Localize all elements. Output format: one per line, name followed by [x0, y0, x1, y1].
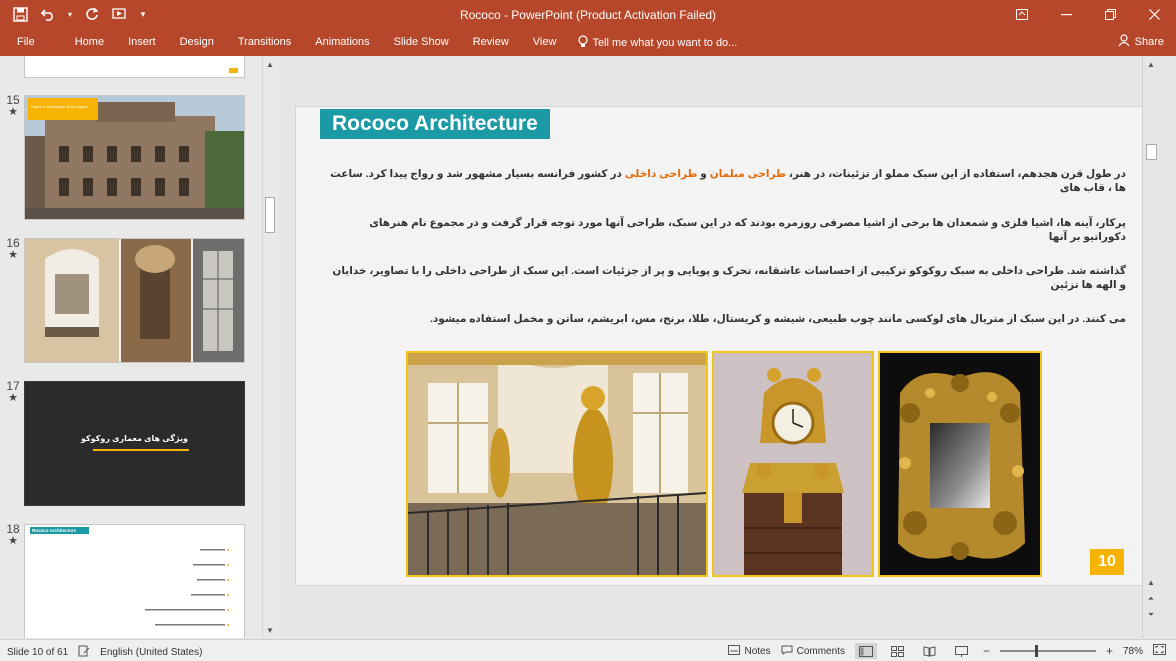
share-label: Share [1134, 36, 1164, 48]
slide-thumbnail-pane[interactable] [0, 56, 278, 638]
window-title: Rococo - PowerPoint (Product Activation Failed) [459, 8, 717, 22]
thumbnail-slide-17[interactable] [24, 381, 245, 506]
title-bar [0, 0, 1176, 29]
thumbnail-slide-16[interactable] [24, 238, 245, 363]
facade-details-image [25, 239, 245, 363]
slide-sorter-icon[interactable] [887, 643, 909, 659]
slide-editor[interactable] [279, 56, 1159, 638]
scroll-down-icon[interactable]: ▼ [266, 626, 274, 635]
tab-transitions[interactable]: Transitions [237, 36, 292, 48]
text-run: در کشور فرانسه بسیار مشهور شد و رواج پیدا کرد. ساعت ها ، قاب های [330, 168, 1126, 194]
clock-image [714, 353, 872, 575]
zoom-out-icon[interactable]: − [982, 644, 990, 658]
previous-slide-icon[interactable]: ⏶ [1147, 594, 1155, 603]
bullet-lines [25, 525, 245, 638]
close-icon[interactable] [1132, 0, 1176, 29]
tab-view[interactable]: View [532, 36, 557, 48]
spelling-check-icon[interactable] [78, 645, 90, 660]
scrollbar-thumb[interactable] [265, 197, 275, 233]
scroll-up-icon[interactable]: ▲ [266, 60, 274, 69]
thumbnail-number: 18 ★ [6, 522, 20, 547]
slide-counter: Slide 10 of 61 [7, 647, 69, 658]
interior-image [408, 353, 706, 575]
thumbnail-section-title: ویژگی های معماری روکوکو [81, 434, 188, 443]
normal-view-icon[interactable] [855, 643, 877, 659]
thumbnail-slide-18[interactable] [24, 524, 245, 638]
ribbon-tabs-bar [0, 29, 1176, 56]
zoom-in-icon[interactable]: + [1105, 644, 1113, 658]
thumbnail-partial[interactable] [24, 56, 245, 78]
scrollbar-thumb[interactable] [1146, 144, 1157, 160]
interior-photo[interactable] [406, 351, 708, 577]
comments-label: Comments [796, 645, 845, 657]
clock-photo[interactable] [712, 351, 874, 577]
scroll-down-icon[interactable]: ▲ [1147, 578, 1155, 587]
zoom-slider[interactable] [1000, 650, 1096, 652]
window-controls [1000, 0, 1176, 29]
body-line-3[interactable]: گذاشته شد. طراحی داخلی به سبک روکوکو ترکیبی از احساسات عاشقانه، تحرک و پویایی و پر از جزئیات است. این سبک از طراحی داخلی را با تصاویر، خدایان و الهه ها تزئین [332, 265, 1126, 291]
thumbnail-slide-15[interactable] [24, 95, 245, 220]
text-run: و [697, 168, 710, 180]
lightbulb-icon [578, 35, 588, 51]
share-button[interactable] [1118, 31, 1164, 53]
thumbnail-number: 17 ★ [6, 379, 20, 404]
palace-image [25, 96, 245, 220]
tab-file[interactable]: File [17, 36, 35, 48]
comments-button[interactable] [781, 645, 845, 658]
zoom-level[interactable]: 78% [1122, 645, 1143, 657]
current-slide[interactable] [295, 106, 1147, 586]
body-line-2[interactable]: پرکار، آینه ها، اشیا فلزی و شمعدان ها برخی از اشیا مصرفی روزمره بودند که در این سبک، طراحی آنها مورد توجه قرار گرفت و در مجموع نام هنرهای دکوراتیو بر آنها [369, 217, 1126, 243]
tell-me-label: Tell me what you want to do... [592, 36, 738, 49]
scroll-up-icon[interactable]: ▲ [1147, 60, 1155, 69]
text-run: در طول قرن هجدهم، استفاده از این سبک مملو از تزئینات، در هنر، [785, 168, 1126, 180]
tab-animations[interactable]: Animations [315, 36, 370, 48]
thumbnail-caption: Palace of the Marquis de Dos Aguas [31, 105, 88, 109]
body-line-1[interactable] [326, 167, 1126, 195]
customize-toolbar-icon[interactable]: ▾ [140, 8, 146, 19]
thumbnail-number: 15 ★ [6, 93, 20, 118]
notes-icon [728, 645, 740, 658]
notes-label: Notes [744, 645, 771, 657]
next-slide-icon[interactable]: ⏷ [1147, 610, 1155, 619]
highlight-furniture: طراحی مبلمان [709, 168, 786, 180]
mirror-photo[interactable] [878, 351, 1042, 577]
thumbnail-title: Rococo Architecture [30, 527, 89, 534]
tab-insert[interactable]: Insert [128, 36, 156, 48]
slide-scrollbar[interactable] [1142, 56, 1159, 638]
slide-title[interactable]: Rococo Architecture [320, 109, 550, 139]
status-bar [0, 639, 1176, 661]
thumbnail-scrollbar[interactable] [262, 56, 276, 638]
tab-home[interactable]: Home [74, 36, 105, 48]
body-line-4[interactable]: می کنند. در این سبک از متریال های لوکسی مانند چوب طبیعی، شیشه و کریستال، طلا، برنج، مس، ابریشم، ساتن و مخمل استفاده میشود. [429, 313, 1126, 325]
reading-view-icon[interactable] [919, 643, 941, 659]
maximize-icon[interactable] [1088, 0, 1132, 29]
zoom-slider-knob[interactable] [1035, 645, 1038, 657]
tab-slide-show[interactable]: Slide Show [393, 36, 449, 48]
minimize-icon[interactable] [1044, 0, 1088, 29]
slide-number-badge: 10 [1090, 549, 1124, 575]
ribbon-display-options-icon[interactable] [1000, 0, 1044, 29]
thumbnail-number: 16 ★ [6, 236, 20, 261]
language-indicator[interactable]: English (United States) [100, 647, 203, 658]
mirror-image [880, 353, 1040, 575]
tab-review[interactable]: Review [472, 36, 509, 48]
notes-button[interactable] [728, 645, 770, 658]
highlight-interior: طراحی داخلی [624, 168, 698, 180]
tab-design[interactable]: Design [179, 36, 214, 48]
fit-slide-icon[interactable] [1153, 644, 1166, 658]
comments-icon [781, 645, 793, 658]
slideshow-view-icon[interactable] [951, 643, 973, 659]
undo-dropdown-icon[interactable]: ▾ [67, 9, 72, 19]
person-icon [1118, 34, 1130, 50]
tell-me-search[interactable] [568, 35, 737, 51]
